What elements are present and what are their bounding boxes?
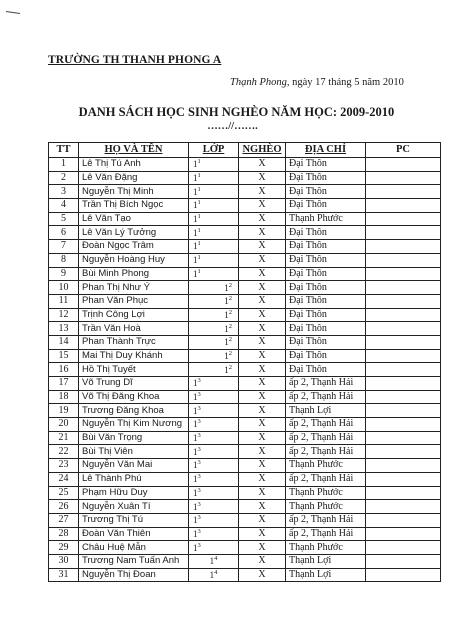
lop-prefix: 1 bbox=[193, 515, 198, 526]
table-row bbox=[49, 199, 441, 213]
row-ngheo: X bbox=[239, 486, 286, 500]
row-ngheo: X bbox=[239, 445, 286, 459]
row-dia-chi: Thạnh Lợi bbox=[286, 554, 366, 568]
lop-class-number: 3 bbox=[197, 514, 201, 522]
document-title: DANH SÁCH HỌC SINH NGHÈO NĂM HỌC: 2009-2010 bbox=[78, 105, 395, 119]
table-row bbox=[49, 377, 441, 391]
row-pc bbox=[366, 554, 441, 568]
row-ngheo: X bbox=[239, 308, 286, 322]
row-tt: 19 bbox=[49, 404, 79, 418]
row-tt: 18 bbox=[49, 390, 79, 404]
row-lop bbox=[189, 199, 239, 213]
row-tt: 28 bbox=[49, 527, 79, 541]
lop-prefix: 1 bbox=[193, 255, 198, 266]
row-ngheo: X bbox=[239, 294, 286, 308]
student-list-table bbox=[48, 142, 441, 582]
row-lop bbox=[189, 308, 239, 322]
row-tt: 31 bbox=[49, 568, 79, 582]
row-ngheo: X bbox=[239, 377, 286, 391]
row-name: Nguyễn Văn Mai bbox=[79, 459, 189, 473]
lop-prefix: 1 bbox=[193, 186, 198, 197]
lop-prefix: 1 bbox=[224, 350, 229, 361]
row-tt: 26 bbox=[49, 500, 79, 514]
row-name: Đoàn Văn Thiên bbox=[79, 527, 189, 541]
row-dia-chi: Thạnh Phước bbox=[286, 500, 366, 514]
row-pc bbox=[366, 185, 441, 199]
row-ngheo: X bbox=[239, 212, 286, 226]
row-ngheo: X bbox=[239, 500, 286, 514]
lop-prefix: 1 bbox=[224, 337, 229, 348]
row-dia-chi: Đại Thôn bbox=[286, 253, 366, 267]
row-tt: 2 bbox=[49, 171, 79, 185]
row-ngheo: X bbox=[239, 226, 286, 240]
row-ngheo: X bbox=[239, 513, 286, 527]
row-name: Nguyễn Xuân Tí bbox=[79, 500, 189, 514]
table-body bbox=[49, 158, 441, 582]
row-tt: 13 bbox=[49, 322, 79, 336]
row-name: Đoàn Ngọc Trâm bbox=[79, 240, 189, 254]
table-row bbox=[49, 459, 441, 473]
row-tt: 3 bbox=[49, 185, 79, 199]
row-dia-chi: Đại Thôn bbox=[286, 185, 366, 199]
row-ngheo: X bbox=[239, 322, 286, 336]
row-pc bbox=[366, 418, 441, 432]
row-dia-chi: Đại Thôn bbox=[286, 158, 366, 172]
row-name: Mai Thị Duy Khánh bbox=[79, 349, 189, 363]
row-lop bbox=[189, 418, 239, 432]
row-name: Trương Thị Tú bbox=[79, 513, 189, 527]
table-row bbox=[49, 472, 441, 486]
lop-class-number: 3 bbox=[197, 432, 201, 440]
row-dia-chi: Đại Thôn bbox=[286, 335, 366, 349]
row-dia-chi: ấp 2, Thạnh Hải bbox=[286, 527, 366, 541]
table-row bbox=[49, 431, 441, 445]
lop-prefix: 1 bbox=[224, 296, 229, 307]
row-lop bbox=[189, 459, 239, 473]
row-lop bbox=[189, 349, 239, 363]
row-tt: 12 bbox=[49, 308, 79, 322]
lop-prefix: 1 bbox=[193, 173, 198, 184]
table-row bbox=[49, 500, 441, 514]
row-tt: 9 bbox=[49, 267, 79, 281]
row-ngheo: X bbox=[239, 158, 286, 172]
row-ngheo: X bbox=[239, 404, 286, 418]
document-subtitle: ……//……. bbox=[207, 121, 258, 132]
row-tt: 20 bbox=[49, 418, 79, 432]
row-pc bbox=[366, 363, 441, 377]
table-row bbox=[49, 267, 441, 281]
table-row bbox=[49, 541, 441, 555]
row-name: Trương Đăng Khoa bbox=[79, 404, 189, 418]
row-pc bbox=[366, 541, 441, 555]
table-row bbox=[49, 171, 441, 185]
lop-prefix: 1 bbox=[193, 268, 198, 279]
row-ngheo: X bbox=[239, 541, 286, 555]
row-name: Võ Thị Đăng Khoa bbox=[79, 390, 189, 404]
lop-class-number: 3 bbox=[197, 527, 201, 535]
table-row bbox=[49, 294, 441, 308]
row-ngheo: X bbox=[239, 199, 286, 213]
row-ngheo: X bbox=[239, 185, 286, 199]
lop-class-number: 2 bbox=[228, 295, 232, 303]
lop-prefix: 1 bbox=[193, 214, 198, 225]
row-lop bbox=[189, 158, 239, 172]
row-dia-chi: Thạnh Phước bbox=[286, 459, 366, 473]
lop-class-number: 3 bbox=[197, 445, 201, 453]
lop-class-number: 3 bbox=[197, 418, 201, 426]
row-dia-chi: ấp 2, Thạnh Hải bbox=[286, 418, 366, 432]
row-dia-chi: Đại Thôn bbox=[286, 363, 366, 377]
row-name: Bùi Thị Viên bbox=[79, 445, 189, 459]
row-name: Nguyễn Hoàng Huy bbox=[79, 253, 189, 267]
row-dia-chi: ấp 2, Thạnh Hải bbox=[286, 472, 366, 486]
row-lop bbox=[189, 212, 239, 226]
row-lop bbox=[189, 445, 239, 459]
table-row bbox=[49, 527, 441, 541]
lop-class-number: 2 bbox=[228, 336, 232, 344]
lop-class-number: 1 bbox=[197, 226, 201, 234]
row-dia-chi: Đại Thôn bbox=[286, 349, 366, 363]
lop-prefix: 1 bbox=[193, 241, 198, 252]
lop-class-number: 3 bbox=[197, 500, 201, 508]
table-row bbox=[49, 390, 441, 404]
row-pc bbox=[366, 294, 441, 308]
lop-prefix: 1 bbox=[193, 528, 198, 539]
row-dia-chi: Thạnh Phước bbox=[286, 212, 366, 226]
lop-class-number: 2 bbox=[228, 281, 232, 289]
lop-prefix: 1 bbox=[193, 159, 198, 170]
row-name: Võ Trung Dĩ bbox=[79, 377, 189, 391]
row-ngheo: X bbox=[239, 171, 286, 185]
row-lop bbox=[189, 513, 239, 527]
table-header-row bbox=[49, 143, 441, 158]
lop-prefix: 1 bbox=[193, 487, 198, 498]
table-row bbox=[49, 240, 441, 254]
lop-prefix: 1 bbox=[209, 556, 215, 567]
header-ngheo: NGHÈO bbox=[239, 143, 286, 158]
table-row bbox=[49, 568, 441, 582]
lop-prefix: 1 bbox=[193, 227, 198, 238]
row-lop bbox=[189, 554, 239, 568]
row-lop bbox=[189, 322, 239, 336]
row-pc bbox=[366, 240, 441, 254]
row-pc bbox=[366, 212, 441, 226]
row-pc bbox=[366, 322, 441, 336]
row-name: Bùi Văn Trọng bbox=[79, 431, 189, 445]
row-tt: 25 bbox=[49, 486, 79, 500]
row-dia-chi: ấp 2, Thạnh Hải bbox=[286, 390, 366, 404]
row-lop bbox=[189, 500, 239, 514]
row-name: Hồ Thị Tuyết bbox=[79, 363, 189, 377]
lop-class-number: 2 bbox=[228, 349, 232, 357]
row-name: Nguyễn Thị Kim Nương bbox=[79, 418, 189, 432]
row-name: Nguyễn Thị Đoan bbox=[79, 568, 189, 582]
row-pc bbox=[366, 308, 441, 322]
table-row bbox=[49, 445, 441, 459]
row-ngheo: X bbox=[239, 335, 286, 349]
row-pc bbox=[366, 349, 441, 363]
row-tt: 7 bbox=[49, 240, 79, 254]
lop-class-number: 3 bbox=[197, 486, 201, 494]
date-line bbox=[230, 77, 404, 88]
row-dia-chi: ấp 2, Thạnh Hải bbox=[286, 445, 366, 459]
row-dia-chi: ấp 2, Thạnh Hải bbox=[286, 513, 366, 527]
row-name: Trương Nam Tuấn Anh bbox=[79, 554, 189, 568]
lop-class-number: 1 bbox=[197, 240, 201, 248]
lop-class-number: 1 bbox=[197, 267, 201, 275]
row-ngheo: X bbox=[239, 472, 286, 486]
lop-class-number: 3 bbox=[197, 391, 201, 399]
lop-class-number: 4 bbox=[214, 555, 218, 563]
row-dia-chi: Đại Thôn bbox=[286, 281, 366, 295]
table-row bbox=[49, 226, 441, 240]
header-name: HỌ VÀ TÊN bbox=[79, 143, 189, 158]
table-row bbox=[49, 418, 441, 432]
lop-prefix: 1 bbox=[193, 200, 198, 211]
row-tt: 22 bbox=[49, 445, 79, 459]
row-pc bbox=[366, 472, 441, 486]
row-pc bbox=[366, 158, 441, 172]
row-lop bbox=[189, 281, 239, 295]
row-pc bbox=[366, 445, 441, 459]
row-name: Phan Thành Trực bbox=[79, 335, 189, 349]
row-tt: 11 bbox=[49, 294, 79, 308]
row-ngheo: X bbox=[239, 431, 286, 445]
row-pc bbox=[366, 377, 441, 391]
row-ngheo: X bbox=[239, 240, 286, 254]
row-name: Nguyễn Thị Minh bbox=[79, 185, 189, 199]
row-dia-chi: Đại Thôn bbox=[286, 240, 366, 254]
row-pc bbox=[366, 513, 441, 527]
lop-prefix: 1 bbox=[193, 392, 198, 403]
row-name: Trịnh Công Lợi bbox=[79, 308, 189, 322]
table-row bbox=[49, 363, 441, 377]
row-tt: 1 bbox=[49, 158, 79, 172]
row-dia-chi: Đại Thôn bbox=[286, 294, 366, 308]
row-ngheo: X bbox=[239, 527, 286, 541]
lop-prefix: 1 bbox=[193, 474, 198, 485]
table-row bbox=[49, 281, 441, 295]
header-dia-chi: ĐỊA CHỈ bbox=[286, 143, 366, 158]
lop-class-number: 1 bbox=[197, 254, 201, 262]
row-ngheo: X bbox=[239, 349, 286, 363]
table-row bbox=[49, 513, 441, 527]
row-lop bbox=[189, 431, 239, 445]
table-row bbox=[49, 486, 441, 500]
row-ngheo: X bbox=[239, 267, 286, 281]
row-dia-chi: Đại Thôn bbox=[286, 322, 366, 336]
row-ngheo: X bbox=[239, 459, 286, 473]
lop-prefix: 1 bbox=[193, 378, 198, 389]
row-name: Lê Văn Lý Tưởng bbox=[79, 226, 189, 240]
lop-prefix: 1 bbox=[193, 405, 198, 416]
row-ngheo: X bbox=[239, 281, 286, 295]
lop-prefix: 1 bbox=[193, 446, 198, 457]
row-tt: 30 bbox=[49, 554, 79, 568]
row-dia-chi: Thạnh Phước bbox=[286, 541, 366, 555]
row-pc bbox=[366, 253, 441, 267]
row-name: Trần Văn Hoà bbox=[79, 322, 189, 336]
lop-class-number: 3 bbox=[197, 404, 201, 412]
row-tt: 17 bbox=[49, 377, 79, 391]
lop-class-number: 1 bbox=[197, 158, 201, 166]
row-lop bbox=[189, 267, 239, 281]
row-tt: 14 bbox=[49, 335, 79, 349]
row-name: Phạm Hữu Duy bbox=[79, 486, 189, 500]
row-name: Phan Thị Như Ý bbox=[79, 281, 189, 295]
row-pc bbox=[366, 568, 441, 582]
table-row bbox=[49, 335, 441, 349]
lop-class-number: 1 bbox=[197, 199, 201, 207]
row-name: Châu Huệ Mẫn bbox=[79, 541, 189, 555]
lop-prefix: 1 bbox=[193, 433, 198, 444]
row-pc bbox=[366, 267, 441, 281]
lop-class-number: 2 bbox=[228, 322, 232, 330]
row-tt: 21 bbox=[49, 431, 79, 445]
row-lop bbox=[189, 527, 239, 541]
row-name: Bùi Minh Phong bbox=[79, 267, 189, 281]
school-name: TRƯỜNG TH THANH PHONG A bbox=[48, 54, 222, 66]
row-lop bbox=[189, 472, 239, 486]
row-pc bbox=[366, 335, 441, 349]
row-pc bbox=[366, 281, 441, 295]
table-row bbox=[49, 212, 441, 226]
row-ngheo: X bbox=[239, 390, 286, 404]
row-tt: 6 bbox=[49, 226, 79, 240]
row-ngheo: X bbox=[239, 418, 286, 432]
row-pc bbox=[366, 459, 441, 473]
row-lop bbox=[189, 253, 239, 267]
lop-prefix: 1 bbox=[224, 364, 229, 375]
row-name: Lê Văn Tạo bbox=[79, 212, 189, 226]
row-lop bbox=[189, 541, 239, 555]
lop-prefix: 1 bbox=[193, 501, 198, 512]
row-dia-chi: Đại Thôn bbox=[286, 267, 366, 281]
row-tt: 27 bbox=[49, 513, 79, 527]
table-row bbox=[49, 185, 441, 199]
lop-prefix: 1 bbox=[224, 282, 229, 293]
row-lop bbox=[189, 335, 239, 349]
row-tt: 8 bbox=[49, 253, 79, 267]
row-name: Lê Thị Tú Anh bbox=[79, 158, 189, 172]
row-dia-chi: ấp 2, Thạnh Hải bbox=[286, 377, 366, 391]
row-tt: 16 bbox=[49, 363, 79, 377]
row-pc bbox=[366, 431, 441, 445]
corner-pen-mark bbox=[6, 11, 20, 14]
lop-prefix: 1 bbox=[224, 323, 229, 334]
lop-prefix: 1 bbox=[224, 309, 229, 320]
row-lop bbox=[189, 171, 239, 185]
table-row bbox=[49, 253, 441, 267]
row-pc bbox=[366, 527, 441, 541]
date-text: , ngày 17 tháng 5 năm 2010 bbox=[286, 77, 404, 88]
row-lop bbox=[189, 390, 239, 404]
lop-prefix: 1 bbox=[209, 569, 215, 580]
row-lop bbox=[189, 404, 239, 418]
row-dia-chi: Đại Thôn bbox=[286, 199, 366, 213]
row-ngheo: X bbox=[239, 568, 286, 582]
table-row bbox=[49, 308, 441, 322]
row-lop bbox=[189, 363, 239, 377]
date-place: Thạnh Phong bbox=[230, 77, 287, 88]
header-tt: TT bbox=[49, 143, 79, 158]
lop-class-number: 3 bbox=[197, 541, 201, 549]
row-lop bbox=[189, 377, 239, 391]
row-name: Lê Văn Đặng bbox=[79, 171, 189, 185]
table-row bbox=[49, 158, 441, 172]
row-tt: 15 bbox=[49, 349, 79, 363]
row-lop bbox=[189, 240, 239, 254]
row-name: Phan Văn Phục bbox=[79, 294, 189, 308]
lop-prefix: 1 bbox=[193, 419, 198, 430]
row-pc bbox=[366, 226, 441, 240]
row-pc bbox=[366, 199, 441, 213]
row-pc bbox=[366, 500, 441, 514]
lop-class-number: 1 bbox=[197, 213, 201, 221]
row-pc bbox=[366, 390, 441, 404]
row-lop bbox=[189, 486, 239, 500]
row-ngheo: X bbox=[239, 253, 286, 267]
row-tt: 10 bbox=[49, 281, 79, 295]
row-dia-chi: Đại Thôn bbox=[286, 171, 366, 185]
lop-class-number: 3 bbox=[197, 473, 201, 481]
lop-class-number: 2 bbox=[228, 308, 232, 316]
row-dia-chi: Thạnh Lợi bbox=[286, 404, 366, 418]
row-tt: 24 bbox=[49, 472, 79, 486]
row-dia-chi: Thạnh Phước bbox=[286, 486, 366, 500]
row-pc bbox=[366, 486, 441, 500]
lop-class-number: 4 bbox=[214, 568, 218, 576]
header-lop: LỚP bbox=[189, 143, 239, 158]
lop-class-number: 1 bbox=[197, 172, 201, 180]
row-tt: 5 bbox=[49, 212, 79, 226]
table-row bbox=[49, 404, 441, 418]
row-lop bbox=[189, 294, 239, 308]
row-name: Lê Thành Phú bbox=[79, 472, 189, 486]
table-row bbox=[49, 349, 441, 363]
table-row bbox=[49, 322, 441, 336]
lop-prefix: 1 bbox=[193, 460, 198, 471]
row-dia-chi: Đại Thôn bbox=[286, 308, 366, 322]
lop-class-number: 3 bbox=[197, 377, 201, 385]
row-tt: 23 bbox=[49, 459, 79, 473]
row-name: Trần Thị Bích Ngọc bbox=[79, 199, 189, 213]
table-row bbox=[49, 554, 441, 568]
row-dia-chi: Đại Thôn bbox=[286, 226, 366, 240]
row-lop bbox=[189, 226, 239, 240]
row-lop bbox=[189, 568, 239, 582]
row-pc bbox=[366, 171, 441, 185]
lop-class-number: 3 bbox=[197, 459, 201, 467]
header-pc: PC bbox=[366, 143, 441, 158]
lop-class-number: 1 bbox=[197, 185, 201, 193]
row-tt: 29 bbox=[49, 541, 79, 555]
row-dia-chi: Thạnh Lợi bbox=[286, 568, 366, 582]
row-ngheo: X bbox=[239, 554, 286, 568]
lop-prefix: 1 bbox=[193, 542, 198, 553]
row-lop bbox=[189, 185, 239, 199]
row-pc bbox=[366, 404, 441, 418]
row-ngheo: X bbox=[239, 363, 286, 377]
lop-class-number: 2 bbox=[228, 363, 232, 371]
row-tt: 4 bbox=[49, 199, 79, 213]
row-dia-chi: ấp 2, Thạnh Hải bbox=[286, 431, 366, 445]
